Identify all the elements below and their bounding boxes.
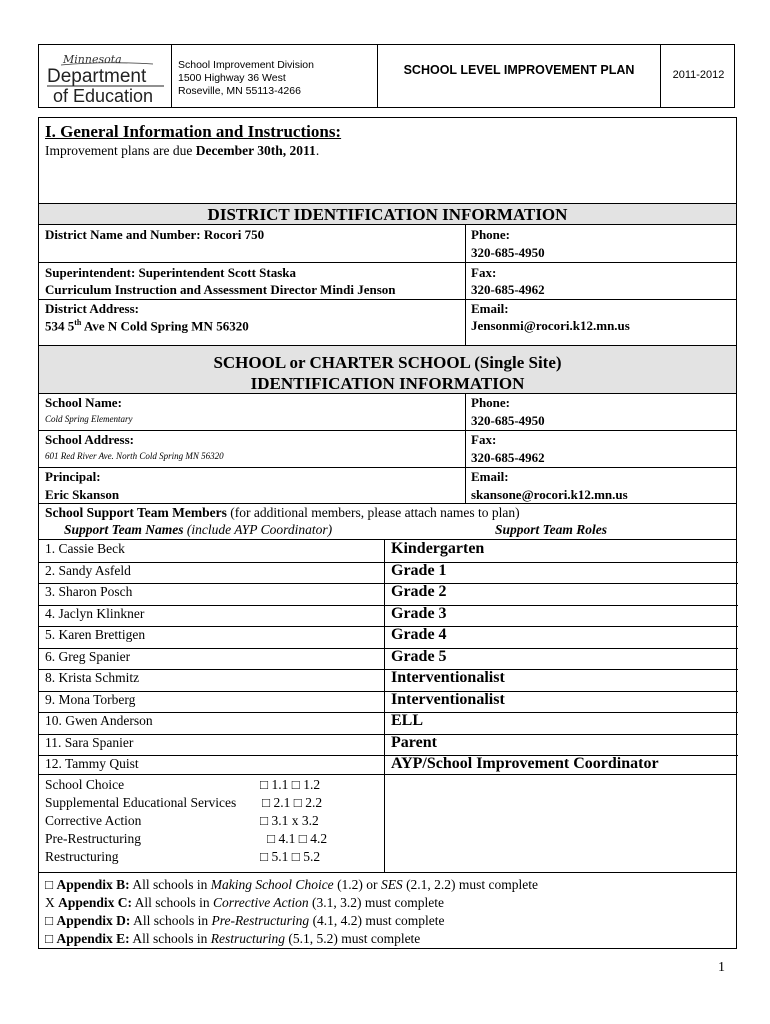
team-member-role: ELL (391, 712, 424, 729)
due-date-note: Improvement plans are due December 30th, 2011. (45, 143, 320, 158)
option-label: School Choice (45, 777, 125, 792)
school-address-label: School Address: (45, 432, 134, 447)
option-checkboxes[interactable]: □ 2.1 □ 2.2 (262, 795, 323, 810)
principal-name: Eric Skanson (45, 487, 120, 502)
school-heading-2: IDENTIFICATION INFORMATION (250, 374, 525, 393)
school-heading: SCHOOL or CHARTER SCHOOL (Single Site) (213, 353, 562, 372)
option-checkboxes[interactable]: □ 3.1 x 3.2 (260, 813, 319, 828)
address-line: School Improvement Division (178, 59, 314, 71)
superintendent: Superintendent: Superintendent Scott Staska (45, 265, 297, 280)
option-checkboxes[interactable]: □ 4.1 □ 4.2 (267, 831, 328, 846)
svg-text:Minnesota: Minnesota (63, 53, 122, 66)
document-title: SCHOOL LEVEL IMPROVEMENT PLAN (378, 45, 661, 107)
school-fax-label: Fax: (471, 432, 497, 447)
team-names-header: Support Team Names (include AYP Coordinator) (64, 522, 333, 537)
division-address (172, 45, 378, 107)
school-email-label: Email: (471, 469, 509, 484)
school-name: Cold Spring Elementary (45, 414, 133, 424)
team-member-name: 6. Greg Spanier (45, 648, 131, 664)
team-member-role: Grade 1 (391, 561, 447, 579)
option-checkboxes[interactable]: □ 5.1 □ 5.2 (260, 849, 321, 864)
district-address-label: District Address: (45, 301, 140, 316)
logo-cell (39, 45, 172, 107)
curriculum-director: Curriculum Instruction and Assessment Director Mindi Jenson (45, 282, 396, 297)
appendix-item[interactable]: X Appendix C: All schools in Corrective Action (3.1, 3.2) must complete (45, 895, 445, 910)
team-member-role: Interventionalist (391, 669, 505, 686)
district-fax-label: Fax: (471, 265, 497, 280)
principal-label: Principal: (45, 469, 101, 484)
school-phone: 320-685-4950 (471, 413, 545, 428)
team-member-name: 12. Tammy Quist (45, 756, 139, 771)
address-line: 1500 Highway 36 West (178, 72, 286, 84)
team-member-role: Interventionalist (391, 690, 505, 708)
team-member-role: Kindergarten (391, 540, 485, 557)
address-line: Roseville, MN 55113-4266 (178, 85, 301, 97)
improvement-plan-form (38, 117, 737, 949)
team-member-role: Grade 3 (391, 604, 447, 622)
district-name: District Name and Number: Rocori 750 (45, 227, 265, 242)
team-member-role: Grade 4 (391, 626, 447, 643)
team-member-name: 5. Karen Brettigen (45, 627, 146, 642)
plan-year: 2011-2012 (672, 69, 725, 81)
school-address: 601 Red River Ave. North Cold Spring MN 56320 (45, 451, 224, 461)
team-member-name: 11. Sara Spanier (45, 734, 134, 750)
appendix-item[interactable]: □ Appendix E: All schools in Restructuring (5.1, 5.2) must complete (45, 931, 421, 946)
district-email: Jensonmi@rocori.k12.mn.us (471, 318, 630, 333)
team-member-name: 1. Cassie Beck (45, 541, 125, 556)
team-member-name: 2. Sandy Asfeld (45, 562, 131, 578)
mde-logo (43, 49, 168, 105)
team-member-name: 8. Krista Schmitz (45, 670, 140, 685)
team-member-role: AYP/School Improvement Coordinator (391, 755, 659, 772)
school-email: skansone@rocori.k12.mn.us (471, 487, 628, 502)
option-label: Restructuring (45, 849, 119, 864)
document-header (38, 44, 735, 108)
team-member-name: 3. Sharon Posch (45, 584, 133, 599)
option-label: Corrective Action (45, 813, 142, 828)
team-member-name: 9. Mona Torberg (45, 691, 136, 707)
option-label: Pre-Restructuring (45, 831, 141, 846)
team-label: School Support Team Members (for additional members, please attach names to plan) (45, 505, 520, 520)
district-email-label: Email: (471, 301, 509, 316)
appendix-item[interactable]: □ Appendix B: All schools in Making School Choice (1.2) or SES (2.1, 2.2) must complete (45, 877, 539, 892)
team-roles-header: Support Team Roles (495, 522, 608, 537)
option-checkboxes[interactable]: □ 1.1 □ 1.2 (260, 777, 321, 792)
option-label: Supplemental Educational Services (45, 795, 237, 810)
school-phone-label: Phone: (471, 395, 510, 410)
team-member-role: Parent (391, 733, 437, 751)
district-address: 534 5th Ave N Cold Spring MN 56320 (45, 318, 249, 334)
team-member-role: Grade 5 (391, 647, 447, 665)
team-member-name: 4. Jaclyn Klinkner (45, 605, 145, 621)
school-name-label: School Name: (45, 395, 122, 410)
district-heading: DISTRICT IDENTIFICATION INFORMATION (207, 205, 568, 224)
team-member-name: 10. Gwen Anderson (45, 713, 153, 728)
district-phone-label: Phone: (471, 227, 510, 242)
district-phone: 320-685-4950 (471, 245, 545, 260)
team-member-role: Grade 2 (391, 583, 447, 600)
page-number: 1 (718, 960, 725, 975)
appendix-item[interactable]: □ Appendix D: All schools in Pre-Restructuring (4.1, 4.2) must complete (45, 913, 445, 928)
section-title: I. General Information and Instructions: (45, 122, 342, 141)
school-fax: 320-685-4962 (471, 450, 545, 465)
district-fax: 320-685-4962 (471, 282, 545, 297)
svg-text:of Education: of Education (53, 86, 154, 105)
svg-text:Department: Department (47, 66, 147, 87)
